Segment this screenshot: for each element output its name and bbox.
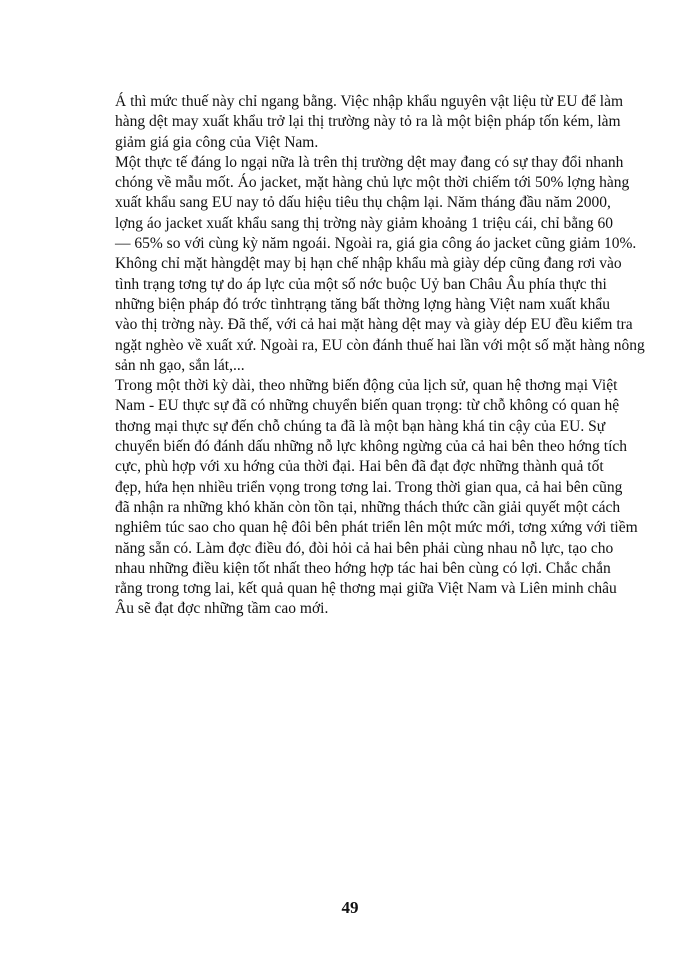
- text-line: hàng dệt may xuất khẩu trở lại thị trường này tỏ ra là một biện pháp tốn kém, làm: [115, 113, 621, 131]
- text-line: Á thì mức thuế này chỉ ngang bằng. Việc nhập khẩu nguyên vật liệu từ EU để làm: [115, 93, 624, 110]
- text-line: ngặt nghèo về xuất xứ. Ngoài ra, EU còn đánh thuế hai lần với một số mặt hàng nông: [115, 336, 645, 354]
- text-line: sản nh gạo, sắn lát,...: [115, 356, 245, 374]
- text-line: lợng áo jacket xuất khẩu sang thị trờng này giảm khoảng 1 triệu cái, chỉ bằng 60: [115, 214, 614, 232]
- text-line: đẹp, hứa hẹn nhiều triển vọng trong tơng lai. Trong thời gian qua, cả hai bên cũng: [115, 478, 623, 496]
- text-line: giảm giá gia công của Việt Nam.: [115, 133, 319, 151]
- page-number: 49: [341, 898, 359, 917]
- text-line: nhau những điều kiện tốt nhất theo hớng hợp tác hai bên cùng có lợi. Chắc chắn: [115, 559, 611, 577]
- text-line: rằng trong tơng lai, kết quả quan hệ thơng mại giữa Việt Nam và Liên minh châu: [115, 580, 617, 598]
- text-line: Âu sẽ đạt đợc những tầm cao mới.: [115, 600, 329, 618]
- text-line: những biện pháp đó trớc tìnhtrạng tăng bất thờng lợng hàng Việt nam xuất khẩu: [115, 295, 610, 313]
- text-line: cực, phù hợp với xu hớng của thời đại. Hai bên đã đạt đợc những thành quả tốt: [115, 458, 604, 476]
- text-line: Trong một thời kỳ dài, theo những biến động của lịch sử, quan hệ thơng mại Việt: [115, 377, 618, 395]
- text-line: — 65% so với cùng kỳ năm ngoái. Ngoài ra, giá gia công áo jacket cũng giảm 10%.: [115, 235, 637, 253]
- text-line: chóng về mẫu mốt. Áo jacket, mặt hàng chủ lực một thời chiếm tới 50% lợng hàng: [115, 174, 630, 192]
- text-line: nghiêm túc sao cho quan hệ đôi bên phát triển lên một mức mới, tơng xứng với tiềm: [115, 519, 638, 537]
- text-line: Không chỉ mặt hàngdệt may bị hạn chế nhập khẩu mà giày dép cũng đang rơi vào: [115, 255, 622, 273]
- text-line: vào thị trờng này. Đã thế, với cả hai mặt hàng dệt may và giày dép EU đều kiểm tra: [115, 316, 633, 334]
- text-line: thơng mại thực sự đến chỗ chúng ta đã là một bạn hàng khá tin cậy của EU. Sự: [115, 417, 606, 435]
- text-line: năng sẵn có. Làm đợc điều đó, đòi hỏi cả hai bên phải cùng nhau nỗ lực, tạo cho: [115, 539, 614, 557]
- text-line: đã nhận ra những khó khăn còn tồn tại, những thách thức cần giải quyết một cách: [115, 498, 621, 516]
- text-line: xuất khẩu sang EU nay tỏ dấu hiệu tiêu thụ chậm lại. Năm tháng đầu năm 2000,: [115, 194, 611, 212]
- text-line: Nam - EU thực sự đã có những chuyển biến quan trọng: từ chỗ không có quan hệ: [115, 397, 620, 415]
- text-line: Một thực tế đáng lo ngại nữa là trên thị trường dệt may đang có sự thay đổi nhanh: [115, 153, 624, 171]
- body-text: [115, 92, 645, 620]
- text-line: tình trạng tơng tự do áp lực của một số nớc buộc Uỷ ban Châu Âu phía thực thi: [115, 275, 607, 293]
- text-line: chuyển biến đó đánh dấu những nỗ lực không ngừng của cả hai bên theo hớng tích: [115, 438, 628, 456]
